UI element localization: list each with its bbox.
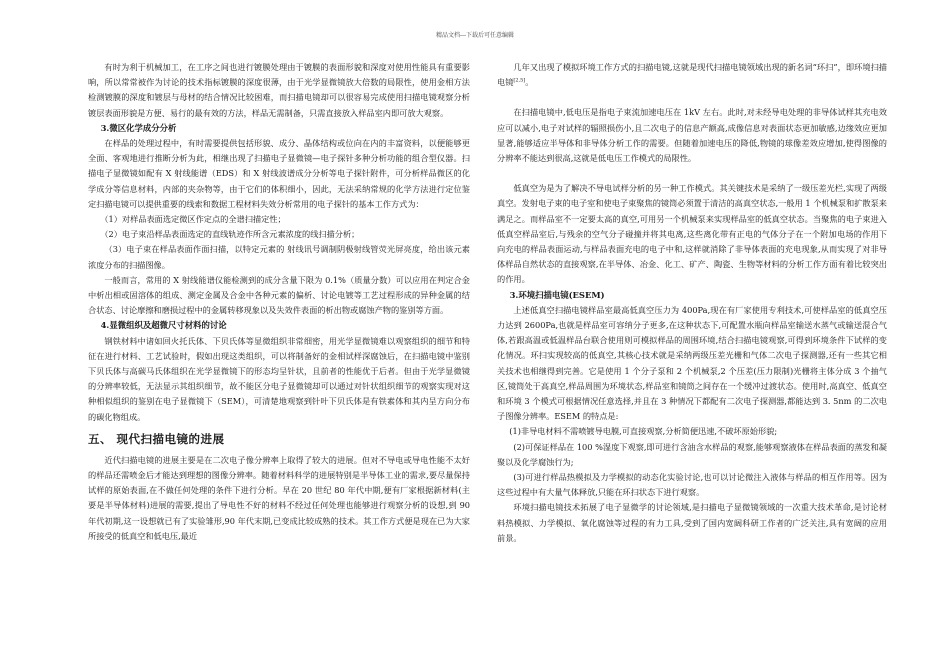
paragraph: 低真空为是为了解决不导电试样分析的另一种工作模式。其关键技术是采纳了一级压差光栏,实现了两级真空。发射电子束的电子室和使电子束聚焦的镜筒必须置于清洁的高真空状态,一般用 1 个机械泵和扩散泵来满足之。而样品室不一定要太高的真空,可用另一个机械泵来实现样品室的低真空状态。当聚焦的电子束进入低真空样品室后,与残余的空气分子碰撞并将其电离,这些离化带有正电的气体分子在一个附加电场的作用下向充电的样品表面运动,与样品表面充电的电子中和,这样就消除了非导体表面的充电现象,从而实现了对非导体样品自然状态的直接观察,在半导体、冶金、化工、矿产、陶瓷、生物等材料的分析工作方面有着比较突出的作用。 [497, 183, 887, 285]
section-heading: 3.环境扫描电镜(ESEM) [509, 289, 605, 300]
list-item: (2)可保证样品在 100 %湿度下观察,即可进行含油含水样品的观察,能够观察液体在样品表面的蒸发和凝聚以及化学腐蚀行为; [497, 441, 887, 467]
paragraph [497, 60, 887, 90]
list-item: （1）对样品表面选定微区作定点的全谱扫描定性； [100, 214, 286, 225]
left-column [88, 60, 470, 544]
paragraph: 在样品的处理过程中，有时需要提供包括形貌、成分、晶体结构或位向在内的丰富资料，以便能够更全面、客观地进行推断分析为此，相继出现了扫描电子显微镜—电子探针多种分析功能的组合型仪器。扫描电子显微镜如配有 X 射线能谱（EDS）和 X 射线波谱成分分析等电子探针附件，可分析样品微区的化学成分等信息材料，内部的夹杂物等，由于它们的体积细小，因此，无法采纳常规的化学方法进行定位鉴定扫描电镜可以提供重要的线索和数据工程材料失效分析常用的电子探针的基本工作方式为： [88, 138, 470, 209]
paragraph: 有时为利于机械加工，在工序之间也进行镀膜处理由于镀膜的表面形貌和深度对使用性能具有重要影响，所以常常被作为讨论的技术指标镀膜的深度很薄，由于光学显微镜放大倍数的局限性，使用金相方法检测镀膜的深度和镀层与母材的结合情况比较困难，而扫描电镜却可以很容易完成使用扫描电镜观察分析镀层表面形貌是方便、易行的最有效的方法，样品无需制备，只需直接放入样品室内即可放大观察。 [88, 62, 470, 118]
paragraph-text: 几年又出现了模拟环境工作方式的扫描电镜,这就是现代扫描电镜领域出现的新名词“环扫”，即环境扫描电镜 [497, 62, 887, 88]
section-heading: 3.微区化学成分分析 [100, 122, 177, 133]
paragraph: 环境扫描电镜技术拓展了电子显微学的讨论领域,是扫描电子显微镜领域的一次重大技术革命,是讨论材料热模拟、力学模拟、氧化腐蚀等过程的有力工具,受到了国内宽阔科研工作者的广泛关注,具有宽阔的应用前景。 [497, 502, 887, 543]
list-item: (3)可进行样品热模拟及力学模拟的动态化实验讨论,也可以讨论微注入液体与样品的相互作用等。因为这些过程中有大量气体释放,只能在环扫状态下进行观察。 [497, 472, 887, 498]
paragraph-end: 。 [525, 77, 534, 88]
right-column [497, 60, 887, 546]
list-item: （2）电子束沿样品表面选定的直线轨迹作所含元素浓度的线扫描分析； [100, 229, 360, 240]
paragraph: 一般而言，常用的 X 射线能谱仪能检测到的成分含量下限为 0.1%（质量分数）可以应用在判定合金中析出相或固溶体的组成、测定金属及合金中各种元素的偏析、讨论电镀等工艺过程形成的异种金属的结合状态、讨论摩擦和磨损过程中的金属转移现象以及失效件表面的析出物或腐蚀产物的鉴别等方面。 [88, 274, 470, 316]
chapter-heading: 五、 现代扫描电镜的进展 [88, 431, 225, 446]
paragraph: 近代扫描电镜的进展主要是在二次电子像分辨率上取得了较大的进展。但对不导电或导电性能不太好的样品还需喷金后才能达到理想的图像分辨率。随着材料科学的进展特别是半导体工业的需求,要尽量保持试样的原始表面,在不做任何处理的条件下进行分析。早在 20 世纪 80 年代中期,便有厂家根据新材料(主要是半导体材料)进展的需要,提出了导电性不好的材料不经过任何处理也能够进行观察分析的设想,到 90 年代初期,这一设想就已有了实验雏形,90 年代末期,已变成比较成熟的技术。其工作方式便是现在已为大家所接受的低真空和低电压,最近 [88, 454, 470, 541]
paragraph: 钢铁材料中诸如回火托氏体、下贝氏体等显微组织非常细密，用光学显微镜难以观察组织的细节和特征在进行材料、工艺试验时，假如出现这类组织，可以将制备好的金相试样深腐蚀后，在扫描电镜中鉴别下贝氏体与高碳马氏体组织在光学显微镜下的形态均呈针状，且前者的性能优于后者。但由于光学显微镜的分辨率较低，无法显示其组织细节，故不能区分电子显微镜却可以通过对针状组织细节的观察实现对这种相似组织的鉴别在电子显微镜下（SEM），可清楚地观察到针叶下贝氏体是有铁素体和其内呈方向分布的碳化物组成。 [88, 335, 470, 422]
citation: [2,5] [513, 77, 526, 84]
paragraph: 在扫描电镜中,低电压是指电子束流加速电压在 1kV 左右。此时,对未经导电处理的非导体试样其充电效应可以减小,电子对试样的辐照损伤小,且二次电子的信息产额高,成像信息对表面状态更加敏感,边缘效应更加显著,能够适应半导体和非导体分析工作的需要。但随着加速电压的降低,物镜的球像差效应增加,使得图像的分辨率不能达到很高,这就是低电压工作模式的局限性。 [497, 107, 887, 164]
paragraph: 上述低真空扫描电镜样品室最高低真空压力为 400Pa,现在有厂家使用专利技术,可使样品室的低真空压力达到 2600Pa,也就是样品室可容纳分子更多,在这种状态下,可配置水瓶向样品室输送水蒸气或输送混合气体,若跟高温或低温样品台联合使用则可模拟样品的周围环境,结合扫描电镜观察,可得到环境条件下试样的变化情况。环扫实现较高的低真空,其核心技术就是采纳两级压差光栅和气体二次电子探测器,还有一些其它相关技术也相继得到完善。它是使用 1 个分子泵和 2 个机械泵,2 个压差(压力限制)光栅将主体分成 3 个抽气区,镜筒处于高真空,样品周围为环境状态,样品室和镜筒之间存在一个缓冲过渡状态。使用时,高真空、低真空和环境 3 个模式可根据情况任意选择,并且在 3 种情况下都配有二次电子探测器,都能达到 3. 5nm 的二次电子图像分辨率。ESEM 的特点是: [497, 304, 887, 422]
section-heading: 4.显微组织及超微尺寸材料的讨论 [100, 320, 227, 331]
page-header: 精品文档---下载后可任意编辑 [435, 32, 515, 39]
list-item: (1)非导电材料不需喷镀导电膜,可直接观察,分析简便迅速,不破坏原始形貌; [509, 426, 778, 437]
list-item: （3）电子束在样品表面作面扫描，以特定元素的 射线讯号调制阴极射线管荧光屏亮度，给出该元素浓度分布的扫描图像。 [88, 244, 470, 270]
